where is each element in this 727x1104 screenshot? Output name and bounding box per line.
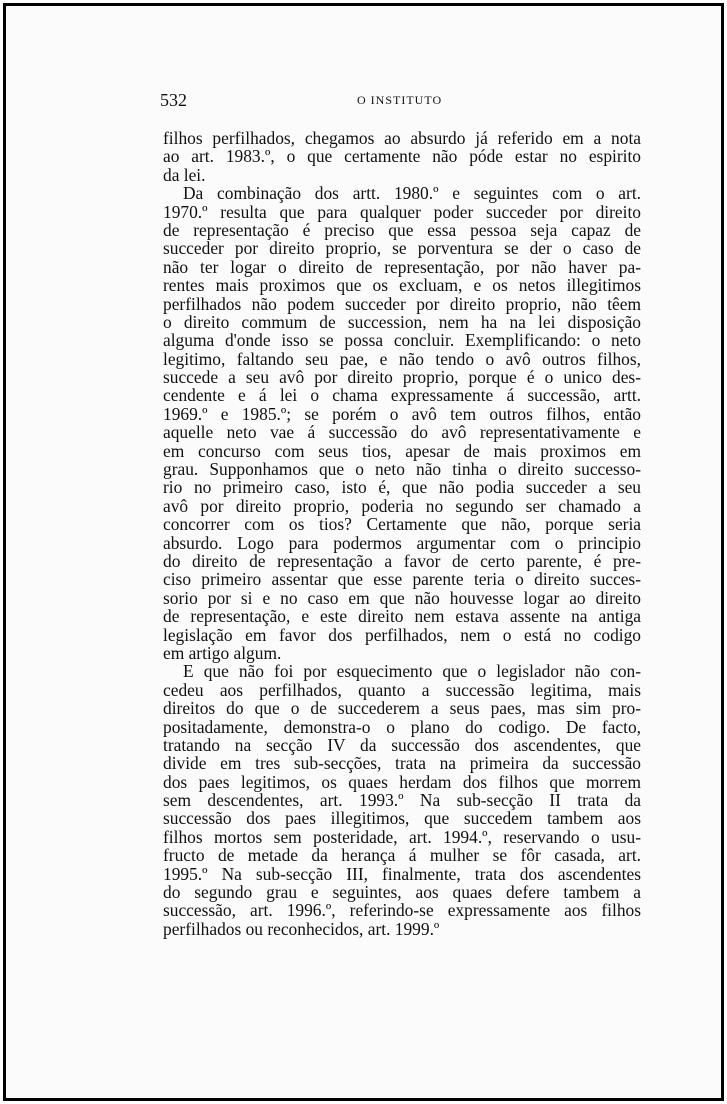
paragraph — [163, 662, 641, 938]
text-line: 1970.º resulta que para qualquer poder succeder por direito — [163, 201, 641, 222]
text-line: aquelle neto vae á successão do avô representativamente e — [163, 422, 641, 443]
text-line: succede a seu avô por direito proprio, porque é o unico des- — [163, 367, 641, 388]
text-line: ao art. 1983.º, o que certamente não póde estar no espirito — [163, 146, 641, 167]
text-line: cedeu aos perfilhados, quanto a successão legitima, mais — [163, 679, 641, 700]
page-number: 532 — [160, 90, 187, 110]
text-line: dos paes legitimos, os quaes herdam dos filhos que morrem — [163, 771, 641, 792]
text-line: em artigo algum. — [163, 642, 282, 663]
text-line: do direito de representação a favor de certo parente, é pre- — [163, 550, 641, 571]
text-line: concorrer com os tios? Certamente que não, porque seria — [163, 514, 641, 535]
text-line: em concurso com seus tios, apesar de mais proximos em — [163, 440, 641, 461]
text-body — [163, 129, 641, 938]
text-line: perfilhados não podem succeder por direito proprio, não têem — [163, 293, 641, 314]
text-line: não ter logar o direito de representação, por não haver pa- — [163, 256, 641, 277]
text-line: E que não foi por esquecimento que o legislador não con- — [183, 661, 641, 682]
text-line: legislação em favor dos perfilhados, nem o está no codigo — [163, 624, 641, 645]
text-line: de representação é preciso que essa pessoa seja capaz de — [163, 219, 641, 240]
text-line: divide em tres sub-secções, trata na primeira da successão — [163, 753, 641, 774]
text-line: direitos do que o de succederem a seus paes, mas sim pro- — [163, 698, 641, 719]
text-line: perfilhados ou reconhecidos, art. 1999.º — [163, 918, 440, 939]
text-line: rio no primeiro caso, isto é, que não podia succeder a seu — [163, 477, 641, 498]
text-line: o direito commum de succession, nem ha na lei disposição — [163, 311, 641, 332]
text-line: tratando na secção IV da successão dos ascendentes, que — [163, 734, 641, 755]
running-title: O INSTITUTO — [357, 93, 443, 107]
text-line: ciso primeiro assentar que esse parente teria o direito succes- — [163, 569, 641, 590]
text-line: positadamente, demonstra-o o plano do codigo. De facto, — [163, 716, 641, 737]
text-line: alguma d'onde isso se possa concluir. Exemplificando: o neto — [163, 330, 641, 351]
text-line: 1995.º Na sub-secção III, finalmente, trata dos ascendentes — [163, 863, 641, 884]
text-line: cendente e á lei o chama expressamente á successão, artt. — [163, 385, 641, 406]
text-line: da lei. — [163, 164, 206, 185]
paragraph — [163, 129, 641, 184]
text-line: successão, art. 1996.º, referindo-se expressamente aos filhos — [163, 900, 641, 921]
text-line: grau. Supponhamos que o neto não tinha o direito successo- — [163, 459, 641, 480]
text-line: rentes mais proximos que os excluam, e os netos illegitimos — [163, 275, 641, 296]
text-line: absurdo. Logo para podermos argumentar com o principio — [163, 532, 641, 553]
text-line: succeder por direito proprio, se porventura se der o caso de — [163, 238, 641, 259]
text-line: filhos mortos sem posteridade, art. 1994.º, reservando o usu- — [163, 826, 641, 847]
text-line: 1969.º e 1985.º; se porém o avô tem outros filhos, então — [163, 403, 641, 424]
text-line: de representação, e este direito nem estava assente na antiga — [163, 606, 641, 627]
text-line: sorio por si e no caso em que não houvesse logar ao direito — [163, 587, 641, 608]
text-line: legitimo, faltando seu pae, e não tendo o avô outros filhos, — [163, 348, 641, 369]
page-header — [160, 90, 560, 112]
text-line: fructo de metade da herança á mulher se fôr casada, art. — [163, 845, 641, 866]
text-line: sem descendentes, art. 1993.º Na sub-secção II trata da — [163, 790, 641, 811]
paragraph — [163, 184, 641, 662]
text-line: successão dos paes illegitimos, que succedem tambem aos — [163, 808, 641, 829]
text-line: filhos perfilhados, chegamos ao absurdo já referido em a nota — [163, 128, 641, 148]
text-line: Da combinação dos artt. 1980.º e seguintes com o art. — [183, 183, 641, 204]
text-line: do segundo grau e seguintes, aos quaes defere tambem a — [163, 882, 641, 903]
text-line: avô por direito proprio, poderia no segundo ser chamado a — [163, 495, 641, 516]
